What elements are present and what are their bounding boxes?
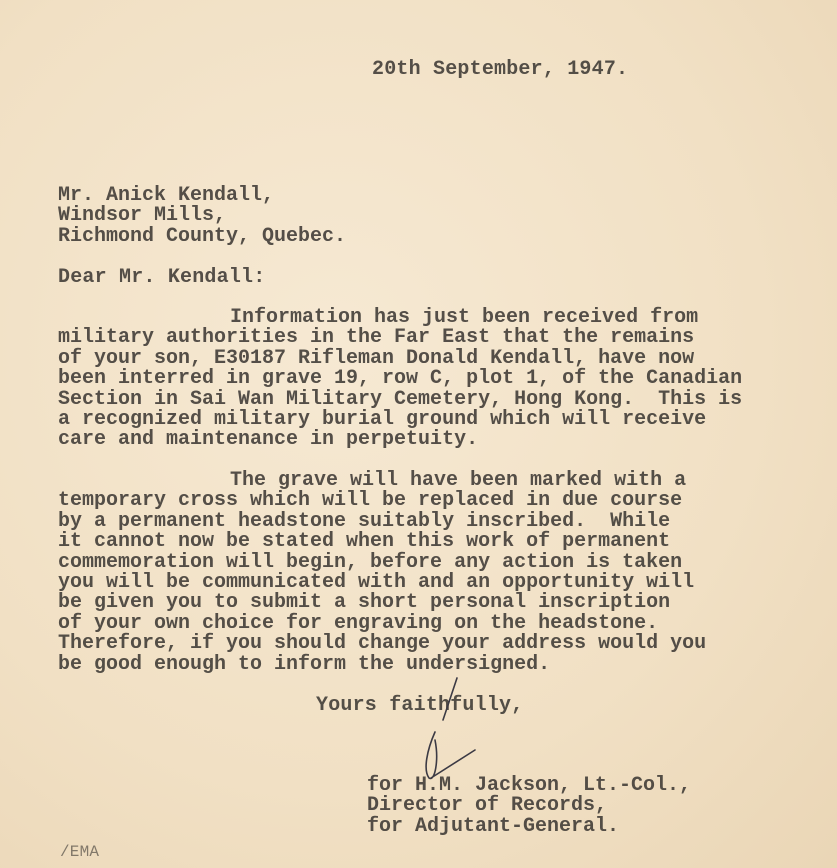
- paragraph-line: of your son, E30187 Rifleman Donald Kendall, have now: [58, 346, 695, 370]
- paragraph-line: Therefore, if you should change your address would you: [58, 632, 707, 656]
- paragraph-line: care and maintenance in perpetuity.: [58, 428, 479, 452]
- paragraph-line: been interred in grave 19, row C, plot 1, of the Canadian: [58, 367, 743, 391]
- signature-line: for Adjutant-General.: [367, 814, 620, 838]
- paragraph-line: be given you to submit a short personal inscription: [58, 591, 671, 615]
- paragraph-line: Section in Sai Wan Military Cemetery, Hong Kong. This is: [58, 387, 743, 411]
- address-line: Windsor Mills,: [58, 204, 227, 228]
- paragraph-line: Information has just been received from: [230, 306, 699, 329]
- paragraph-line: you will be communicated with and an opportunity will: [58, 571, 695, 595]
- closing: Yours faithfully,: [316, 694, 524, 717]
- address-line: Mr. Anick Kendall,: [58, 184, 275, 207]
- paragraph-line: by a permanent headstone suitably inscribed. While: [58, 509, 671, 533]
- paragraph-line: commemoration will begin, before any action is taken: [58, 550, 683, 574]
- recipient-address: [58, 186, 346, 247]
- paragraph-line: a recognized military burial ground which will receive: [58, 408, 707, 432]
- signature-line: Director of Records,: [367, 794, 608, 818]
- signature-line: for H.M. Jackson, Lt.-Col.,: [367, 774, 692, 797]
- paragraph-line: be good enough to inform the undersigned.: [58, 652, 551, 676]
- letter-date: 20th September, 1947.: [372, 58, 629, 81]
- paragraph-1: [58, 308, 742, 451]
- paragraph-line: of your own choice for engraving on the headstone.: [58, 611, 659, 635]
- signature-block: [367, 776, 691, 837]
- paragraph-line: it cannot now be stated when this work of permanent: [58, 530, 671, 554]
- address-line: Richmond County, Quebec.: [58, 224, 347, 248]
- handwritten-signature: [405, 670, 485, 790]
- paragraph-line: temporary cross which will be replaced in due course: [58, 489, 683, 513]
- paragraph-2: [58, 471, 706, 675]
- paragraph-line: military authorities in the Far East that the remains: [58, 326, 695, 350]
- paragraph-line: The grave will have been marked with a: [230, 469, 687, 492]
- salutation: Dear Mr. Kendall:: [58, 266, 266, 289]
- reference-initials: /EMA: [60, 843, 100, 861]
